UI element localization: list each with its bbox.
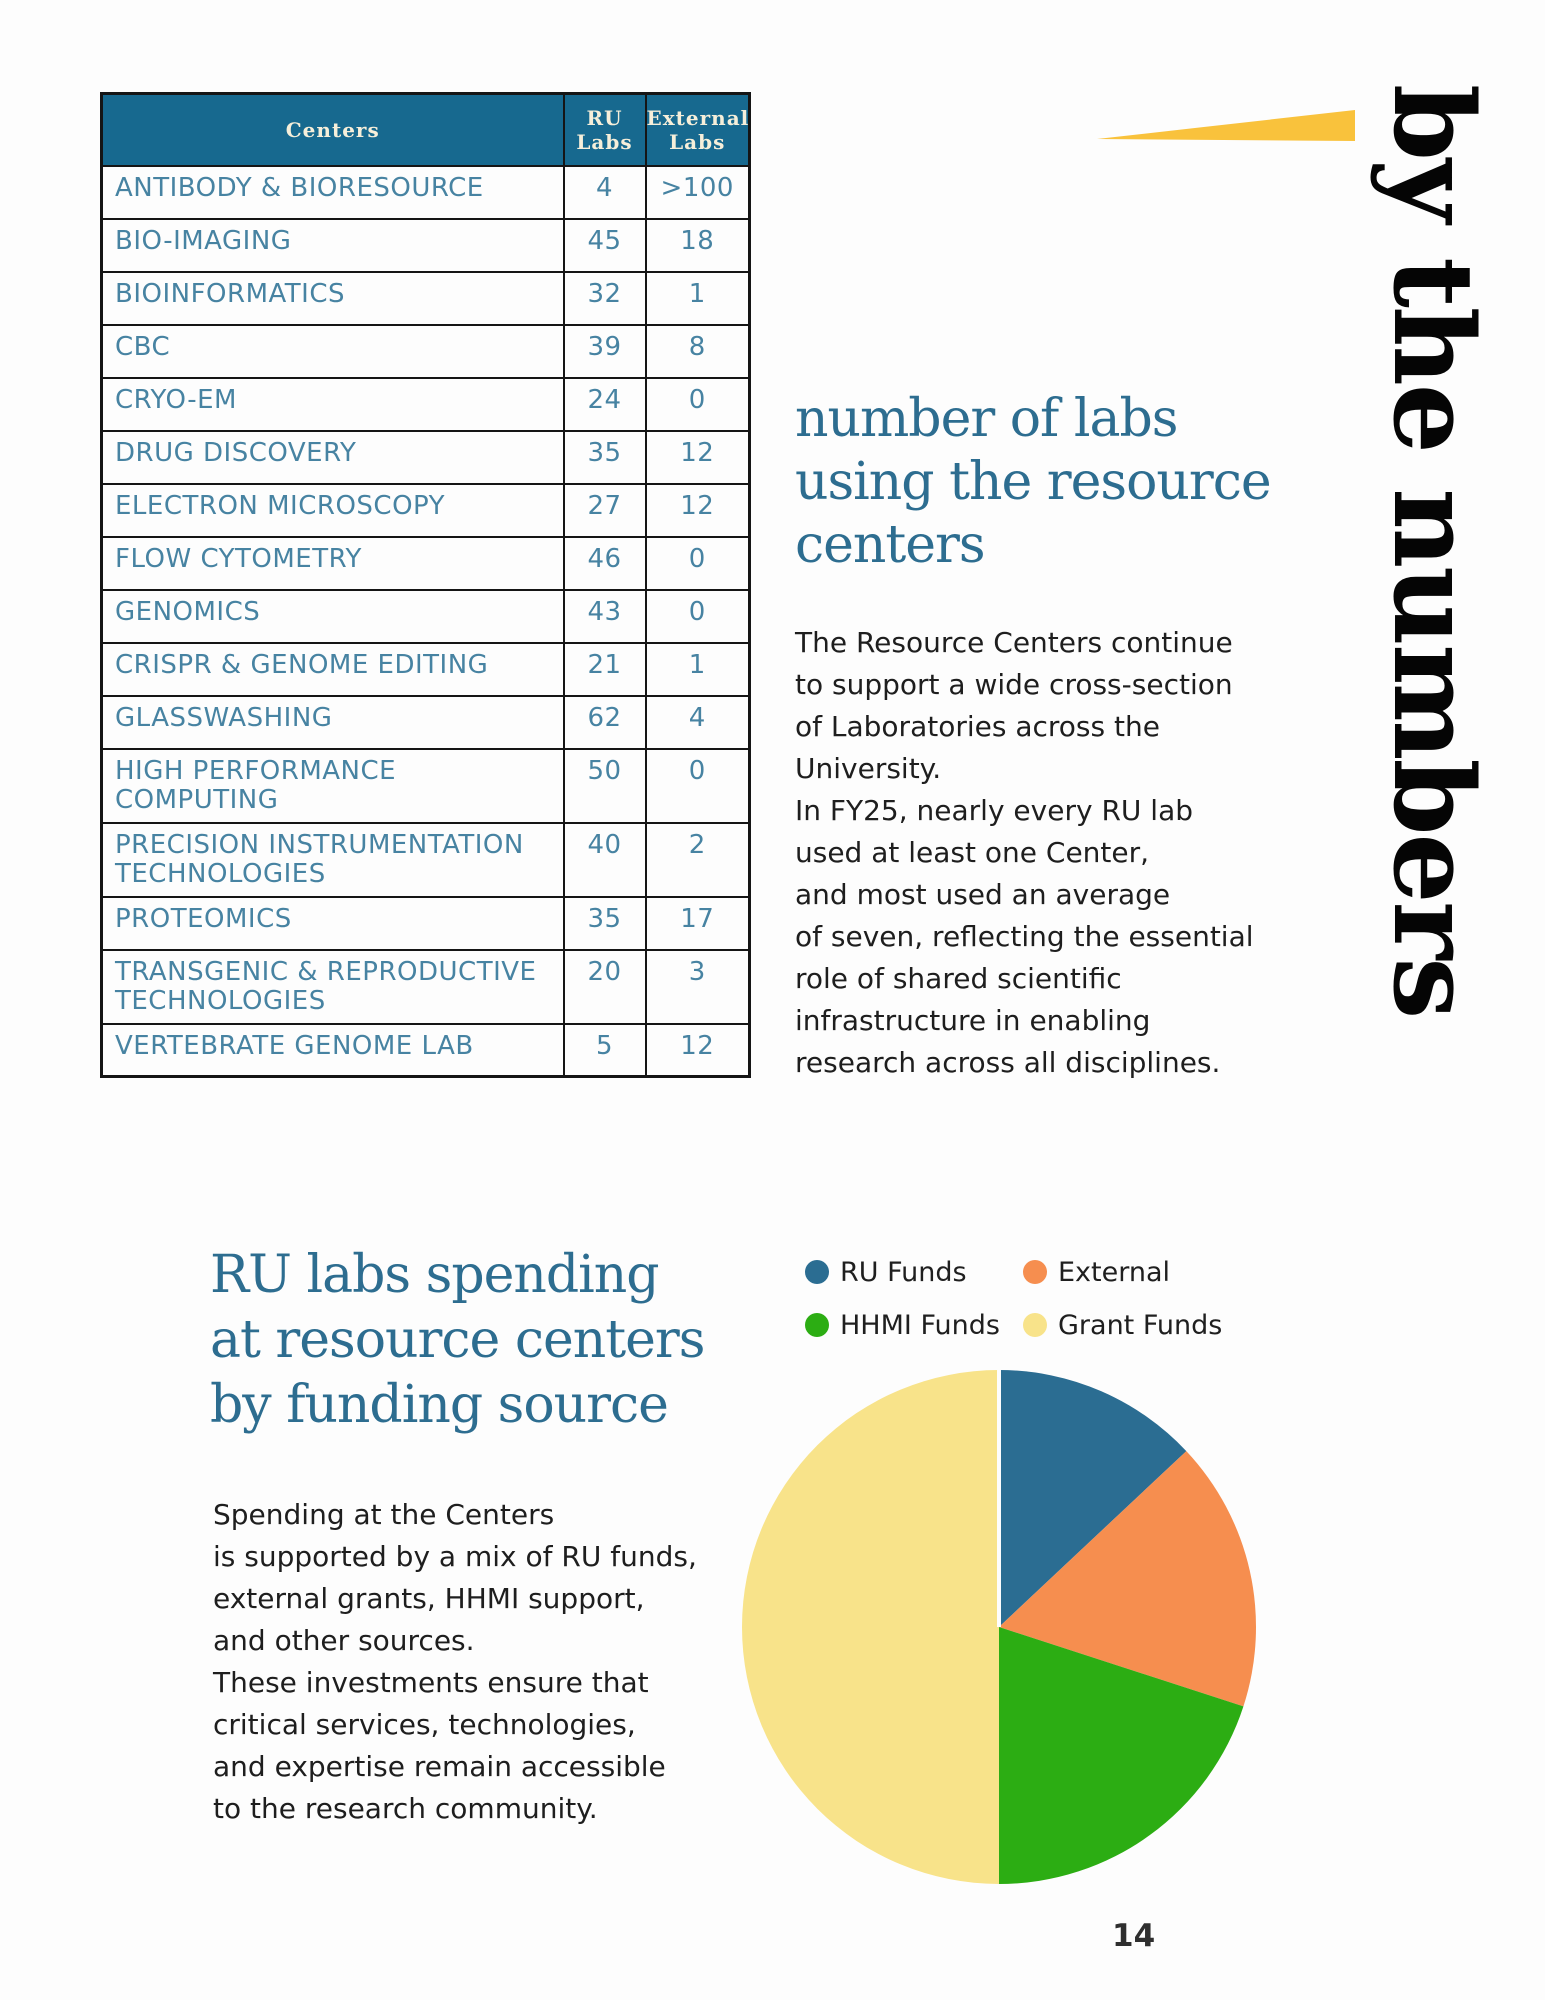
center-name-cell: TRANSGENIC & REPRODUCTIVE TECHNOLOGIES <box>102 950 564 1024</box>
legend-label: Grant Funds <box>1058 1309 1223 1341</box>
text-line: infrastructure in enabling <box>795 1004 1151 1037</box>
table-row <box>102 378 750 431</box>
text-line: These investments ensure that <box>213 1666 649 1699</box>
text-line: number of labs <box>795 389 1178 449</box>
table-row <box>102 272 750 325</box>
center-name-cell: GENOMICS <box>102 590 564 643</box>
text-line: used at least one Center, <box>795 836 1150 869</box>
page-number: 14 <box>1112 1918 1156 1954</box>
text-line: and most used an average <box>795 878 1171 911</box>
labs-section-paragraph <box>795 622 1254 1084</box>
legend-item-grant-funds <box>1023 1303 1222 1347</box>
external-labs-cell: 18 <box>646 219 750 272</box>
ru-labs-cell: 5 <box>564 1024 646 1077</box>
text-line: In FY25, nearly every RU lab <box>795 794 1194 827</box>
text-line: RU labs spending <box>210 1245 659 1305</box>
legend-item-external <box>1023 1250 1222 1294</box>
table-row <box>102 431 750 484</box>
center-name-cell: PRECISION INSTRUMENTATION TECHNOLOGIES <box>102 823 564 897</box>
text-line: to the research community. <box>213 1792 598 1825</box>
text-line: critical services, technologies, <box>213 1708 636 1741</box>
pie-legend <box>805 1250 1222 1347</box>
external-labs-cell: 12 <box>646 1024 750 1077</box>
column-header: Centers <box>102 94 564 166</box>
text-line: external grants, HHMI support, <box>213 1582 645 1615</box>
table-row <box>102 325 750 378</box>
table-row <box>102 897 750 950</box>
ru-labs-cell: 32 <box>564 272 646 325</box>
legend-dot-icon <box>805 1313 829 1337</box>
table-row <box>102 823 750 897</box>
ru-labs-cell: 43 <box>564 590 646 643</box>
ru-labs-cell: 39 <box>564 325 646 378</box>
center-name-cell: BIO-IMAGING <box>102 219 564 272</box>
ru-labs-cell: 40 <box>564 823 646 897</box>
ru-labs-cell: 50 <box>564 749 646 823</box>
external-labs-cell: 0 <box>646 749 750 823</box>
text-line: The Resource Centers continue <box>795 626 1233 659</box>
external-labs-cell: 0 <box>646 590 750 643</box>
table-row <box>102 537 750 590</box>
text-line: by funding source <box>210 1375 668 1435</box>
column-header: RU Labs <box>564 94 646 166</box>
pie-slice-grant-funds <box>742 1370 999 1884</box>
table-row <box>102 484 750 537</box>
text-line: using the resource <box>795 452 1271 512</box>
external-labs-cell: 1 <box>646 643 750 696</box>
external-labs-cell: 8 <box>646 325 750 378</box>
labs-section-heading <box>795 388 1271 577</box>
legend-dot-icon <box>1023 1313 1047 1337</box>
spending-section-paragraph <box>213 1494 697 1830</box>
text-line: University. <box>795 752 942 785</box>
text-line: research across all disciplines. <box>795 1046 1221 1079</box>
external-labs-cell: 12 <box>646 431 750 484</box>
center-name-cell: PROTEOMICS <box>102 897 564 950</box>
by-the-numbers-banner: by the numbers <box>1369 84 1498 1018</box>
center-name-cell: DRUG DISCOVERY <box>102 431 564 484</box>
text-line: Spending at the Centers <box>213 1498 555 1531</box>
table-row <box>102 696 750 749</box>
yellow-wedge-icon <box>1095 108 1357 144</box>
external-labs-cell: >100 <box>646 166 750 219</box>
legend-item-ru-funds <box>805 1250 1023 1294</box>
external-labs-cell: 17 <box>646 897 750 950</box>
center-name-cell: CRYO-EM <box>102 378 564 431</box>
external-labs-cell: 3 <box>646 950 750 1024</box>
external-labs-cell: 0 <box>646 537 750 590</box>
text-line: centers <box>795 515 985 575</box>
ru-labs-cell: 20 <box>564 950 646 1024</box>
table-row <box>102 950 750 1024</box>
external-labs-cell: 2 <box>646 823 750 897</box>
ru-labs-cell: 24 <box>564 378 646 431</box>
ru-labs-cell: 62 <box>564 696 646 749</box>
text-line: at resource centers <box>210 1310 705 1370</box>
legend-label: RU Funds <box>840 1256 967 1288</box>
text-line: and expertise remain accessible <box>213 1750 666 1783</box>
legend-item-hhmi-funds <box>805 1303 1023 1347</box>
table-row <box>102 219 750 272</box>
centers-table <box>100 92 751 1078</box>
table-row <box>102 590 750 643</box>
ru-labs-cell: 27 <box>564 484 646 537</box>
center-name-cell: HIGH PERFORMANCE COMPUTING <box>102 749 564 823</box>
external-labs-cell: 12 <box>646 484 750 537</box>
text-line: of seven, reflecting the essential <box>795 920 1254 953</box>
external-labs-cell: 0 <box>646 378 750 431</box>
center-name-cell: BIOINFORMATICS <box>102 272 564 325</box>
yellow-wedge-shape <box>1097 110 1355 141</box>
legend-dot-icon <box>1023 1260 1047 1284</box>
ru-labs-cell: 46 <box>564 537 646 590</box>
centers-table-body <box>102 166 750 1077</box>
center-name-cell: VERTEBRATE GENOME LAB <box>102 1024 564 1077</box>
table-header-row <box>102 94 750 166</box>
text-line: to support a wide cross-section <box>795 668 1233 701</box>
table-row <box>102 749 750 823</box>
center-name-cell: CRISPR & GENOME EDITING <box>102 643 564 696</box>
text-line: and other sources. <box>213 1624 475 1657</box>
ru-labs-cell: 45 <box>564 219 646 272</box>
center-name-cell: FLOW CYTOMETRY <box>102 537 564 590</box>
text-line: of Laboratories across the <box>795 710 1160 743</box>
table-row <box>102 166 750 219</box>
pie-chart <box>742 1370 1256 1884</box>
center-name-cell: ANTIBODY & BIORESOURCE <box>102 166 564 219</box>
ru-labs-cell: 35 <box>564 431 646 484</box>
text-line: role of shared scientific <box>795 962 1122 995</box>
table-row <box>102 1024 750 1077</box>
ru-labs-cell: 35 <box>564 897 646 950</box>
table-row <box>102 643 750 696</box>
text-line: is supported by a mix of RU funds, <box>213 1540 697 1573</box>
legend-dot-icon <box>805 1260 829 1284</box>
spending-section-heading <box>210 1243 704 1438</box>
legend-label: HHMI Funds <box>840 1309 1000 1341</box>
center-name-cell: CBC <box>102 325 564 378</box>
center-name-cell: GLASSWASHING <box>102 696 564 749</box>
ru-labs-cell: 21 <box>564 643 646 696</box>
external-labs-cell: 1 <box>646 272 750 325</box>
ru-labs-cell: 4 <box>564 166 646 219</box>
external-labs-cell: 4 <box>646 696 750 749</box>
column-header: External Labs <box>646 94 750 166</box>
legend-label: External <box>1058 1256 1171 1288</box>
center-name-cell: ELECTRON MICROSCOPY <box>102 484 564 537</box>
